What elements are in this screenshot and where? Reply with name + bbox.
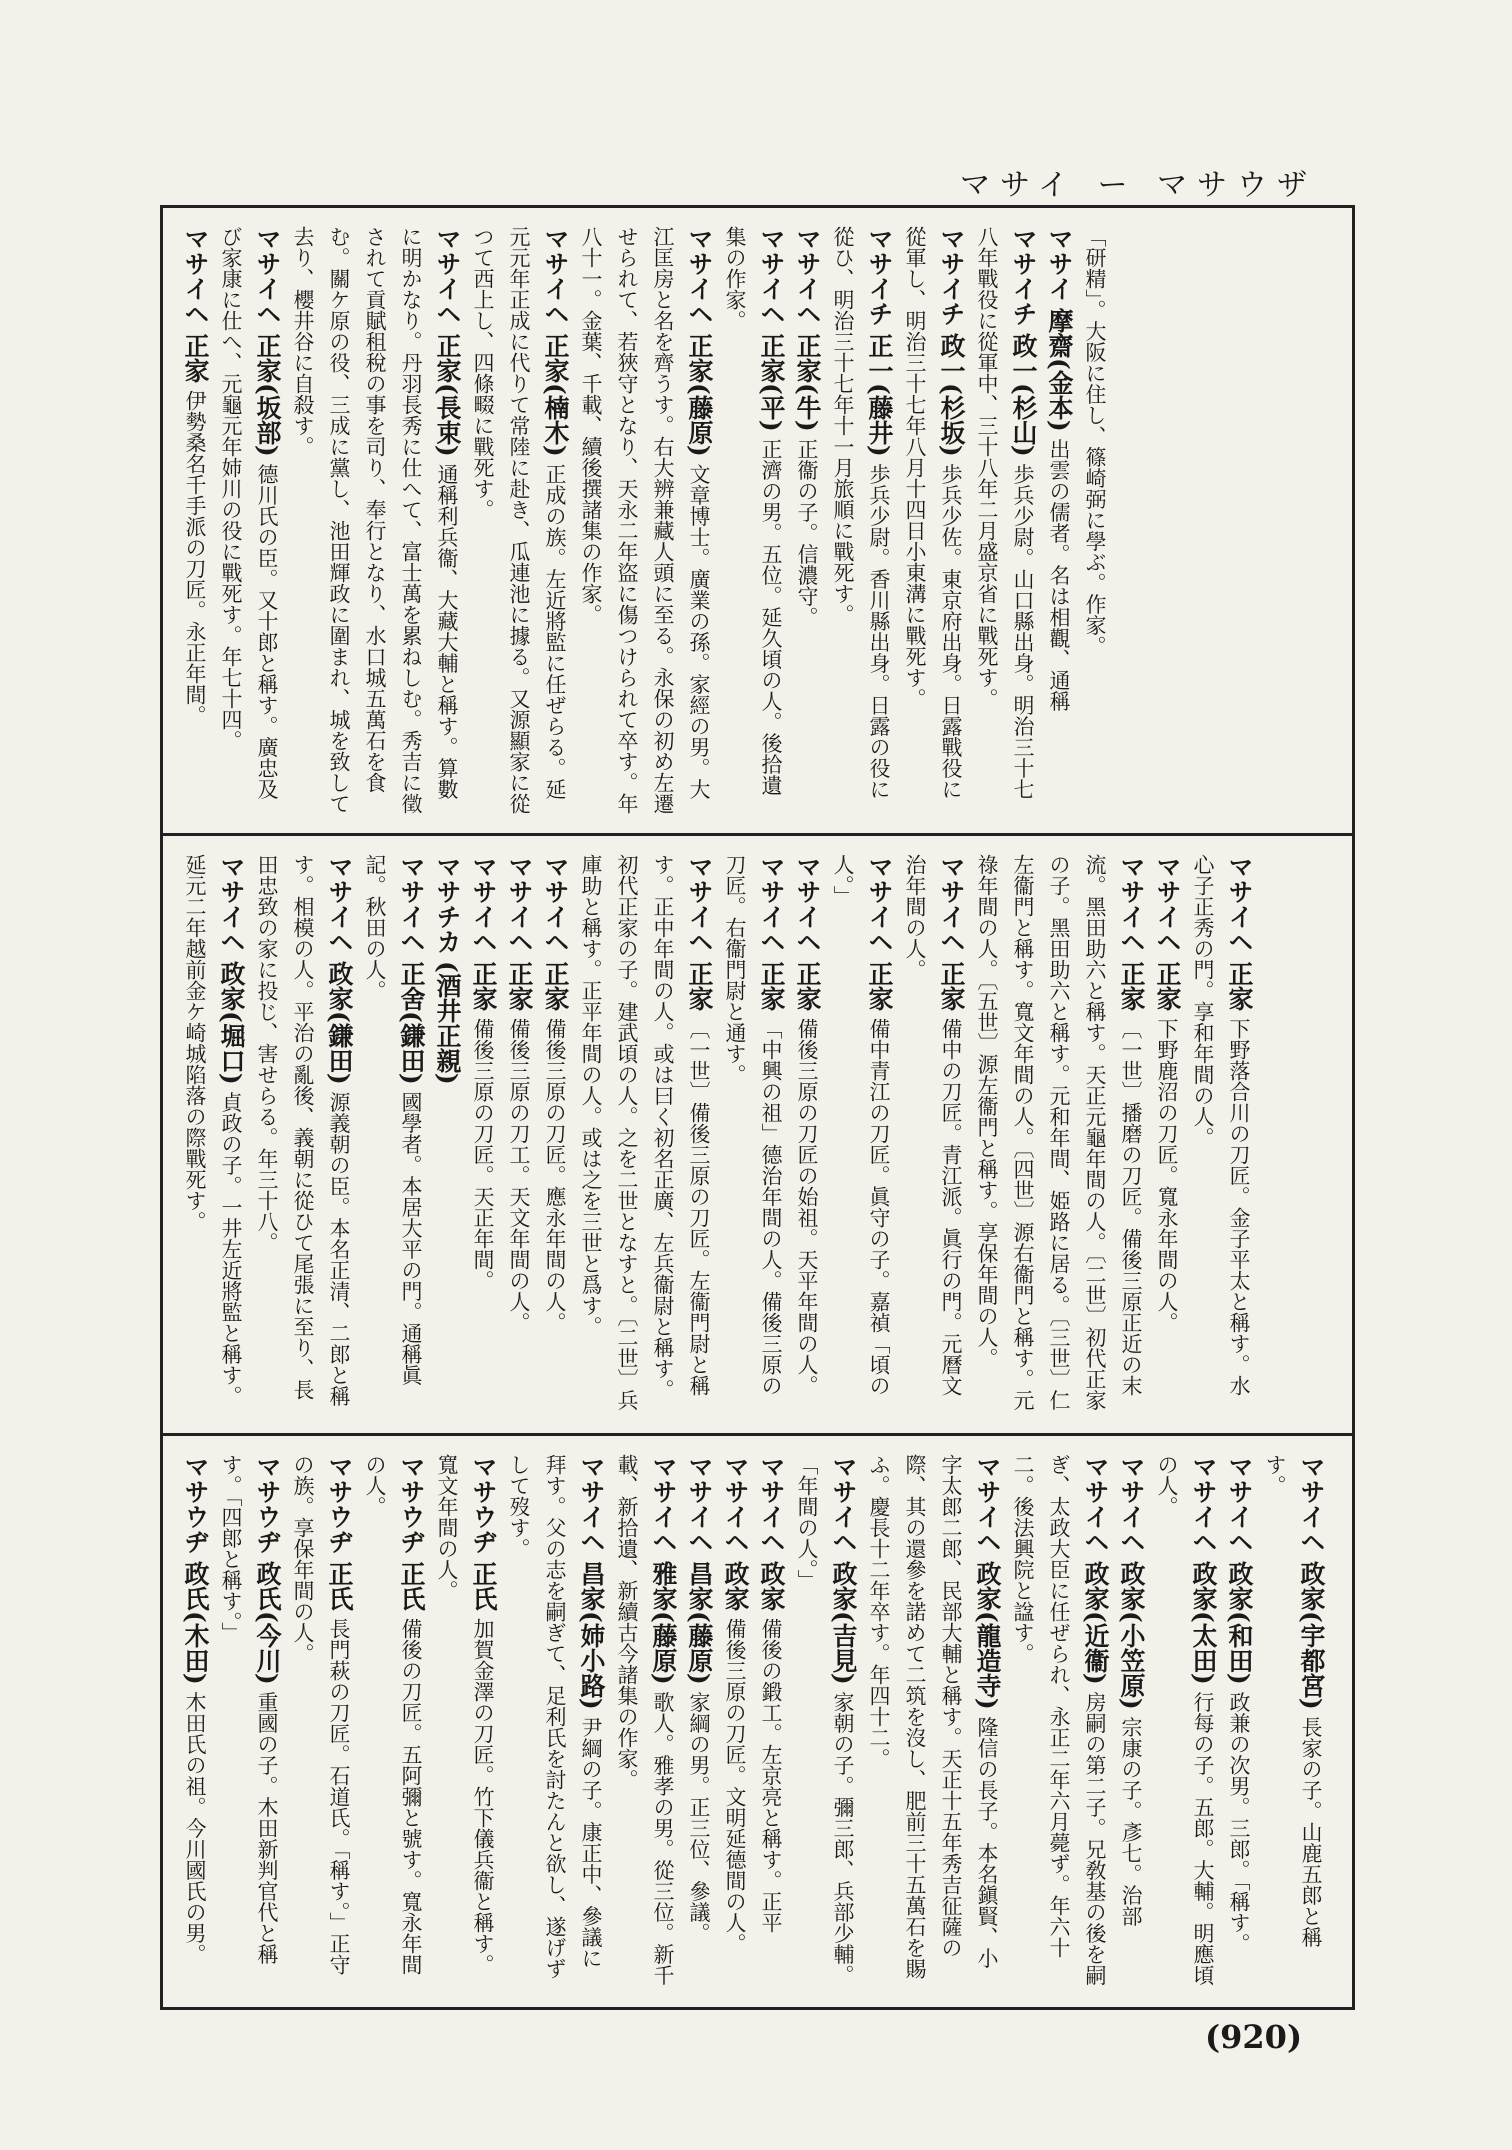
entry: [177, 854, 249, 1415]
entry: [573, 226, 717, 815]
entry-name: 正氏: [397, 1561, 426, 1611]
entry-head: マサイチ: [1009, 226, 1038, 326]
entry-head: マサウヂ: [469, 1454, 498, 1554]
entry-desc: 〔一世〕播磨の刀匠。備後三原正近の末流。黑田助六と稱す。天正元龜年間の人。〔二世〕初代正家の子。黑田助六と稱す。元和年間、姫路に居る。〔三世〕仁左衞門と稱す。寬文年間の人。〔四世〕源右衞門と稱す。元祿年間の人。〔五世〕源左衞門と稱す。享保年間の人。: [975, 854, 1143, 1411]
entry: [1149, 1454, 1221, 1989]
entry-desc: 尹綱の子。康正中、參議に拜す。父の志を嗣ぎて、足利氏を討たんと欲し、遂げずして歿す。: [507, 1454, 603, 1979]
entry: [1041, 226, 1077, 815]
entry: [1005, 1454, 1113, 1989]
entry: [897, 854, 969, 1415]
entry-head: マサイヘ: [793, 226, 822, 326]
entry: [1221, 1454, 1257, 1989]
entry-head: マサイヘ: [973, 1454, 1002, 1554]
entry-desc: 家朝の子。彌三郎、兵部少輔。「年間の人。」: [795, 1454, 855, 1986]
entry-head: マサイヘ: [793, 854, 822, 954]
entry-name: 政家(近衞): [1081, 1561, 1110, 1685]
entry-head: マサイヘ: [505, 854, 534, 954]
entry-name: 正家: [541, 961, 570, 1011]
entry-desc: 加賀金澤の刀匠。竹下儀兵衞と稱す。寬文年間の人。: [435, 1454, 495, 1975]
entry-name: 政家(鎌田): [325, 961, 354, 1085]
entry-name: (酒井正親): [433, 961, 462, 1085]
entry: [429, 1454, 501, 1989]
entry: [897, 226, 969, 815]
entry: [789, 854, 825, 1415]
entry-name: 正舍(鎌田): [397, 961, 426, 1085]
entry-head: マサイヘ: [685, 226, 714, 326]
entry-head: マサイヘ: [1081, 1454, 1110, 1554]
entry-name: 政家(吉見): [829, 1561, 858, 1685]
entry-head: マサイヘ: [325, 854, 354, 954]
entry-desc: 隆信の長子。本名鎭賢、小字太郎二郎、民部大輔と稱す。天正十五年秀吉征薩の際、其の還參を諾めて二筑を沒し、肥前三十五萬石を賜ふ。慶長十二年卒す。年四十二。: [867, 1454, 999, 1979]
entry: [429, 854, 465, 1415]
entry: [573, 854, 717, 1415]
entry-head: マサイヘ: [1297, 1454, 1326, 1554]
entry-desc: 房嗣の第二子。兄敎基の後を嗣ぎ、太政大臣に任ぜられ、永正二年六月薨ず。年六十二。後法興院と諡す。: [1011, 1454, 1107, 1986]
entry-name: 正家(長束): [433, 333, 462, 457]
entry: [1185, 854, 1257, 1415]
entry-name: 正家: [1117, 961, 1146, 1011]
entry: [825, 854, 897, 1415]
entry-name: 政氏(木田): [181, 1561, 210, 1685]
entry: [789, 226, 825, 815]
entry-head: マサチカ: [433, 854, 462, 954]
entry-name: 政家(小笠原): [1117, 1561, 1146, 1710]
entry-desc: 下野落合川の刀匠。金子平太と稱す。水心子正秀の門。享和年間の人。: [1191, 854, 1251, 1396]
entry-name: 正家(牛): [793, 333, 822, 432]
entry-head: マサイヘ: [1225, 1454, 1254, 1554]
entry-head: マサイヘ: [829, 1454, 858, 1554]
entry-head: マサイヘ: [217, 854, 246, 954]
entry-desc: 通稱利兵衞、大藏大輔と稱す。算數に明かなり。丹羽長秀に仕へて、富士萬を累ねしむ。秀吉に徵されて貢賦租稅の事を司り、奉行となり、水口城五萬石を食む。關ケ原の役、三成に黨し、池田輝政に圍まれ、城を致して去り、櫻井谷に自殺す。: [291, 226, 459, 814]
entry-head: マサイヘ: [721, 1454, 750, 1554]
entry-head: マサイヘ: [685, 1454, 714, 1554]
entry-name: 正家(藤原): [685, 333, 714, 457]
entry-head: マサウヂ: [397, 1454, 426, 1554]
entry-head: マサイヘ: [1225, 854, 1254, 954]
entry: [1257, 1454, 1329, 1989]
entry-name: 正氏: [325, 1561, 354, 1611]
entry-head: マサイヘ: [541, 226, 570, 326]
running-head: マサイ ー マサウザ: [960, 168, 1317, 203]
entry-desc: 備後三原の刀匠。天正年間。: [471, 1018, 495, 1291]
entry: [717, 226, 789, 815]
entry: [789, 1454, 861, 1989]
entry: [285, 1454, 357, 1989]
entry-desc: 貞政の子。一井左近將監と稱す。延元二年越前金ケ崎城陷落の際戰死す。: [183, 854, 243, 1407]
entry-desc: 宗康の子。彥七。治部: [1119, 1716, 1143, 1927]
entry: [717, 854, 789, 1415]
entry-head: マサイヘ: [937, 854, 966, 954]
entry-head: マサイヘ: [469, 854, 498, 954]
entry-name: 政家: [721, 1561, 750, 1611]
entry-head: マサイ: [1045, 226, 1074, 301]
entry-desc: 正濟の男。五位。延久頃の人。後拾遺集の作家。: [723, 226, 783, 796]
entry-desc: 正衞の子。信濃守。: [795, 438, 819, 628]
entry: [501, 1454, 609, 1989]
entry-name: 雅家(藤原): [649, 1561, 678, 1685]
entry: [213, 226, 285, 815]
entry: [537, 854, 573, 1415]
entry: [177, 1454, 213, 1989]
entry-name: 正家: [865, 961, 894, 1011]
entry-name: 政一(杉坂): [937, 333, 966, 457]
entry-head: マサイヘ: [541, 854, 570, 954]
entry-head: マサイヘ: [1189, 1454, 1218, 1554]
entry-name: 正家: [505, 961, 534, 1011]
entry-head: マサウヂ: [325, 1454, 354, 1554]
entry-name: 摩齋(金本): [1045, 308, 1074, 432]
entry-desc: 備後三原の刀匠。應永年間の人。: [543, 1018, 567, 1333]
entry-desc: 〔一世〕備後三原の刀匠。左衞門尉と稱す。正中年間の人。或は曰く初名正廣、左兵衞尉と稱す。初代正家の子。建武頃の人。之を二世となすと。〔二世〕兵庫助と稱す。正平年間の人。或は之を三世と爲す。: [579, 854, 711, 1411]
entry-head: マサイヘ: [757, 1454, 786, 1554]
entry-desc: 家綱の男。正三位、參議。: [687, 1691, 711, 1944]
entry-head: マサイヘ: [1153, 854, 1182, 954]
entry-desc: 備後三原の刀工。天文年間の人。: [507, 1018, 531, 1333]
entry-desc: 政兼の次男。三郎。「稱す。: [1227, 1691, 1251, 1955]
entry-name: 政家: [757, 1561, 786, 1611]
entry-name: 政家(宇都宮): [1297, 1561, 1326, 1710]
entry-head: マサイヘ: [577, 1454, 606, 1554]
entry-head: マサイヘ: [1117, 1454, 1146, 1554]
entry: [177, 226, 213, 815]
entry-head: マサイヘ: [253, 226, 282, 326]
entry-desc: 長門萩の刀匠。石道氏。「稱す。」正守の族。享保年間の人。: [291, 1454, 351, 1975]
entry-head: マサイヘ: [865, 854, 894, 954]
entry-name: 正家(坂部): [253, 333, 282, 457]
entry: [825, 226, 897, 815]
entry: [501, 854, 537, 1415]
entry-name: 正家(平): [757, 333, 786, 432]
entry-desc: 歩兵少佐。東京府出身。日露戰役に從軍し、明治三十七年八月十四日小東溝に戰死す。: [903, 226, 963, 800]
entry-head: マサイヘ: [757, 854, 786, 954]
entry-list: [177, 226, 1113, 815]
entry-desc: 歌人。雅孝の男。從三位。新千載、新拾遺、新續古今諸集の作家。: [615, 1454, 675, 1986]
entry-desc: 「研精」。大阪に住し、篠崎弼に學ぶ。作家。: [1083, 226, 1107, 657]
entry-desc: 伊勢桑名千手派の刀匠。永正年間。: [183, 390, 207, 726]
entry-name: 正家: [757, 961, 786, 1011]
entry-desc: 正成の族。左近將監に任ぜらる。延元元年正成に代りて常陸に赴き、瓜連池に據る。又源顯家に從つて西上し、四條畷に戰死す。: [471, 226, 567, 814]
dictionary-frame: [160, 205, 1355, 2010]
entry-name: 正家: [685, 961, 714, 1011]
entry-name: 正家: [469, 961, 498, 1011]
entry-desc: 備中の刀匠。青江派。眞行の門。元曆文治年間の人。: [903, 854, 963, 1396]
entry-name: 正家: [181, 333, 210, 383]
entry-head: マサイヘ: [757, 226, 786, 326]
entry-name: 昌家(藤原): [685, 1561, 714, 1685]
entry-desc: 備後三原の刀匠の始祖。天平年間の人。: [795, 1018, 819, 1396]
entry: [357, 854, 429, 1415]
entry-desc: 出雲の儒者。名は相觀、通稱: [1047, 438, 1071, 712]
entry: [465, 226, 573, 815]
entry: [609, 1454, 681, 1989]
entry-name: 正家(楠木): [541, 333, 570, 457]
entry-name: 政家(龍造寺): [973, 1561, 1002, 1710]
entry: [969, 854, 1149, 1415]
entry: [213, 1454, 285, 1989]
entry-head: マサイヘ: [685, 854, 714, 954]
tier-bottom: [163, 1433, 1352, 2007]
entry-name: 政一(杉山): [1009, 333, 1038, 457]
entry-head: マサイヘ: [181, 226, 210, 326]
entry-head: マサイチ: [937, 226, 966, 326]
entry-head: マサウヂ: [181, 1454, 210, 1554]
tier-middle: [163, 833, 1352, 1433]
entry-list: [177, 854, 1257, 1415]
entry-name: 政家(堀口): [217, 961, 246, 1085]
entry: [753, 1454, 789, 1989]
entry: [969, 226, 1041, 815]
entry-desc: 重國の子。木田新判官代と稱す。「四郎と稱す。」: [219, 1454, 279, 1965]
entry: [465, 854, 501, 1415]
entry-desc: 長家の子。山鹿五郎と稱す。: [1263, 1454, 1323, 1948]
entry-name: 正家: [1225, 961, 1254, 1011]
entry: [1113, 1454, 1149, 1989]
entry: [1149, 854, 1185, 1415]
entry-name: 政家(和田): [1225, 1561, 1254, 1685]
entry-desc: 下野鹿沼の刀匠。寬永年間の人。: [1155, 1018, 1179, 1333]
entry: [249, 854, 357, 1415]
entry: [861, 1454, 1005, 1989]
page-number: (920): [1205, 2018, 1303, 2056]
entry-name: 正家: [937, 961, 966, 1011]
entry-desc: 源義朝の臣。本名正清、二郎と稱す。相模の人。平治の亂後、義朝に從ひて尾張に至り、長田忠致の家に投じ、害せらる。年三十八。: [255, 854, 351, 1407]
entry-name: 政氏(今川): [253, 1561, 282, 1685]
entry-desc: 備中青江の刀匠。眞守の子。嘉禎「頃の人。」: [831, 854, 891, 1396]
entry-head: マサイチ: [865, 226, 894, 326]
entry-name: 正一(藤井): [865, 333, 894, 457]
entry-desc: 德川氏の臣。又十郎と稱す。廣忠及び家康に仕へ、元龜元年姉川の役に戰死す。年七十四。: [219, 226, 279, 800]
entry-name: 昌家(姉小路): [577, 1561, 606, 1710]
entry: [717, 1454, 753, 1989]
entry-desc: 歩兵少尉。山口縣出身。明治三十七八年戰役に從軍中、三十八年二月盛京省に戰死す。: [975, 226, 1035, 800]
entry-desc: 行每の子。五郎。大輔。明應頃の人。: [1155, 1454, 1215, 1986]
entry: [357, 1454, 429, 1989]
entry-name: 政家(太田): [1189, 1561, 1218, 1685]
entry-head: マサイヘ: [397, 854, 426, 954]
entry: [1077, 226, 1113, 815]
entry-head: マサウヂ: [253, 1454, 282, 1554]
entry-head: マサイヘ: [433, 226, 462, 326]
entry-desc: 木田氏の祖。今川國氏の男。: [183, 1691, 207, 1965]
entry-head: マサイヘ: [1117, 854, 1146, 954]
entry-desc: 歩兵少尉。香川縣出身。日露の役に從ひ、明治三十七年十一月旅順に戰死す。: [831, 226, 891, 800]
entry-desc: 文章博士。廣業の孫。家經の男。大江匡房と名を齊うす。右大辨兼藏人頭に至る。永保の初め左遷せられて、若狹守となり、天永二年盜に傷つけられて卒す。年八十一。金葉、千載、續後撰諸集の作家。: [579, 226, 711, 814]
entry-desc: 國學者。本居大平の門。通稱眞記。秋田の人。: [363, 854, 423, 1386]
entry-name: 正家: [1153, 961, 1182, 1011]
entry-list: [177, 1454, 1329, 1989]
entry-desc: 「中興の祖」德治年間の人。備後三原の刀匠。右衞門尉と通す。: [723, 854, 783, 1396]
entry-head: マサイヘ: [649, 1454, 678, 1554]
entry: [285, 226, 465, 815]
tier-top: [163, 208, 1352, 833]
entry-desc: 備後三原の刀匠。文明延德間の人。: [723, 1618, 747, 1954]
entry: [681, 1454, 717, 1989]
entry-name: 正氏: [469, 1561, 498, 1611]
entry-desc: 備後の刀匠。五阿彌と號す。寬永年間の人。: [363, 1454, 423, 1975]
entry-desc: 備後の鍛工。左京亮と稱す。正平: [759, 1618, 783, 1933]
entry-name: 正家: [793, 961, 822, 1011]
